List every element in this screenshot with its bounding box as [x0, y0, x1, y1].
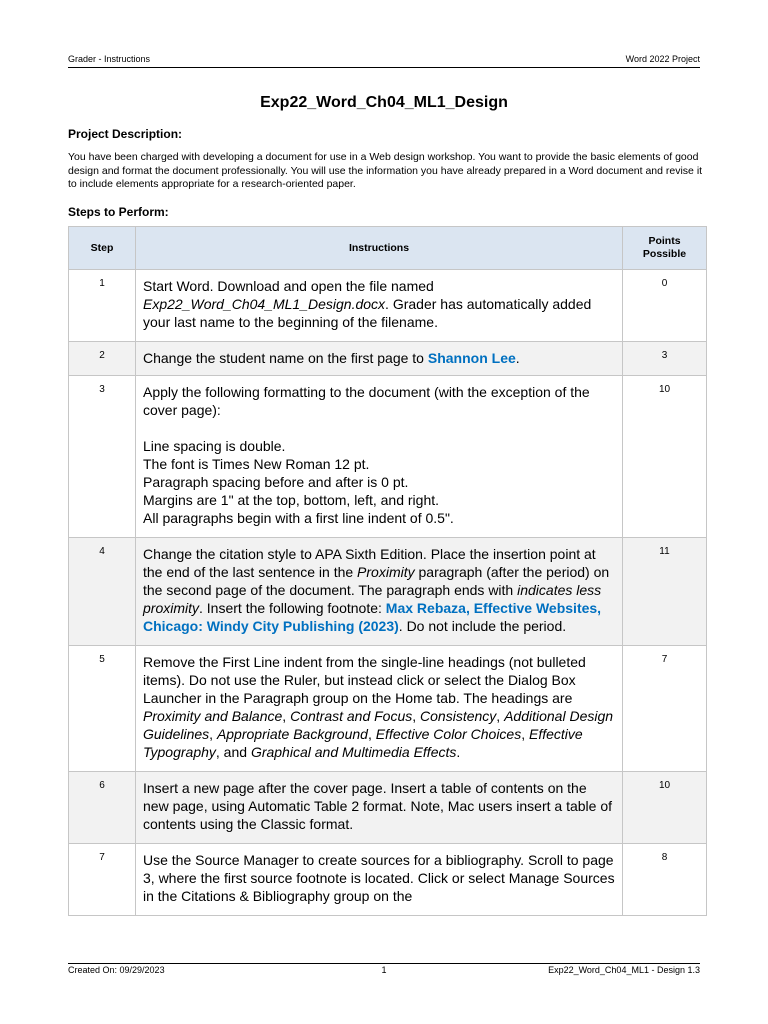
table-row — [69, 376, 707, 538]
step-number: 7 — [69, 844, 136, 916]
table-row — [69, 772, 707, 844]
step-instructions: Remove the First Line indent from the single-line headings (not bulleted items). Do not use the Ruler, but instead click or select the Dialog Box Launcher in the Paragraph group on the Home tab. The headings are Proximity and Balance, Contrast and Focus, Consistency, Additional Design Guidelines, Appropriate Background, Effective Color Choices, Effective Typography, and Graphical and Multimedia Effects. — [136, 646, 623, 772]
header-right: Word 2022 Project — [625, 54, 700, 64]
table-header-row — [69, 227, 707, 270]
step-points: 10 — [623, 772, 707, 844]
step-number: 1 — [69, 270, 136, 342]
page-footer — [68, 965, 700, 979]
step-number: 2 — [69, 342, 136, 376]
table-row — [69, 270, 707, 342]
header-points: Points Possible — [623, 227, 707, 270]
step-number: 4 — [69, 538, 136, 646]
page-header — [68, 54, 700, 68]
page-number: 1 — [381, 965, 387, 975]
footnote-highlight: Max Rebaza, Effective Websites, Chicago: Windy City Publishing (2023) — [143, 600, 602, 634]
footer-rule — [68, 963, 700, 964]
step-number: 5 — [69, 646, 136, 772]
step-points: 11 — [623, 538, 707, 646]
step-number: 6 — [69, 772, 136, 844]
step-points: 8 — [623, 844, 707, 916]
step-instructions: Use the Source Manager to create sources for a bibliography. Scroll to page 3, where the first source footnote is located. Click or select Manage Sources in the Citations & Bibliography group on the — [136, 844, 623, 916]
project-description-text: You have been charged with developing a document for use in a Web design workshop. You want to provide the basic elements of good design and format the document professionally. You will use the information you have already prepared in a Word document and revise it to include elements appropriate for a research-oriented paper. — [68, 151, 703, 190]
table-row — [69, 844, 707, 916]
step-instructions: Insert a new page after the cover page. Insert a table of contents on the new page, using Automatic Table 2 format. Note, Mac users insert a table of contents using the Classic format. — [136, 772, 623, 844]
document-title: Exp22_Word_Ch04_ML1_Design — [260, 94, 508, 111]
student-name-highlight: Shannon Lee — [427, 350, 516, 366]
steps-heading: Steps to Perform: — [68, 205, 169, 219]
table-row — [69, 646, 707, 772]
step-number: 3 — [69, 376, 136, 538]
step-points: 10 — [623, 376, 707, 538]
steps-table — [68, 226, 707, 916]
footer-document-id: Exp22_Word_Ch04_ML1 - Design 1.3 — [548, 965, 700, 975]
footer-created-on: Created On: 09/29/2023 — [68, 965, 165, 975]
header-rule — [68, 67, 700, 68]
step-points: 0 — [623, 270, 707, 342]
step-instructions: Apply the following formatting to the document (with the exception of the cover page): Line spacing is double. The font is Times New Roman 12 pt. Paragraph spacing before and after is 0 pt. Margins are 1" at the top, bottom, left, and right. All paragraphs begin with a first line indent of 0.5". — [136, 376, 623, 538]
project-description-heading: Project Description: — [68, 127, 183, 141]
step-instructions: Change the student name on the first page to Shannon Lee. — [136, 342, 623, 376]
table-row — [69, 538, 707, 646]
header-step: Step — [69, 227, 136, 270]
header-left: Grader - Instructions — [68, 54, 151, 64]
step-instructions: Start Word. Download and open the file named Exp22_Word_Ch04_ML1_Design.docx. Grader has automatically added your last name to the beginning of the filename. — [136, 270, 623, 342]
step-points: 3 — [623, 342, 707, 376]
step-points: 7 — [623, 646, 707, 772]
table-row — [69, 342, 707, 376]
header-instructions: Instructions — [136, 227, 623, 270]
step-instructions: Change the citation style to APA Sixth Edition. Place the insertion point at the end of the last sentence in the Proximity paragraph (after the period) on the second page of the document. The paragraph ends with indicates less proximity. Insert the following footnote: Max Rebaza, Effective Websites, Chicago: Windy City Publishing (2023). Do not include the period. — [136, 538, 623, 646]
